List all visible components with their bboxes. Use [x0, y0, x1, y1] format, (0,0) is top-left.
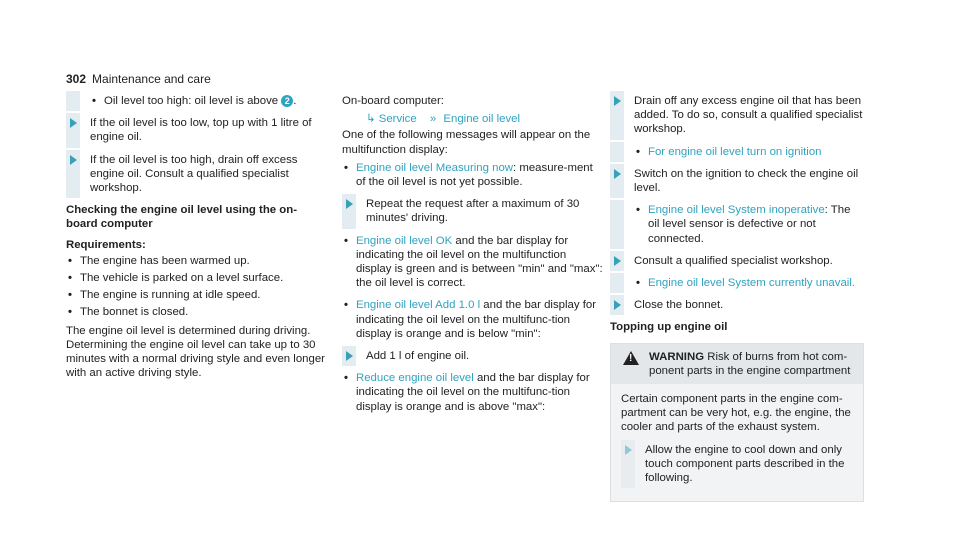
menu-arrow-icon: ↳ — [366, 113, 376, 126]
message-link: For engine oil level turn on ignition — [648, 145, 822, 158]
body-paragraph: One of the following messages will appear on the multifunction display: — [342, 129, 591, 156]
page-section-title: Maintenance and care — [92, 72, 211, 86]
step-consult-workshop: Consult a qualified specialist workshop. — [610, 254, 864, 268]
requirement-item: • The engine has been warmed up. — [68, 254, 250, 267]
double-chevron-icon: » — [429, 113, 437, 126]
warning-triangle-icon: ! — [623, 351, 639, 365]
step-drain-excess: Drain off any excess engine oil that has been added. To do so, consult a qualified specialist workshop. — [610, 94, 864, 137]
bullet-dot: • — [344, 299, 348, 312]
section-heading: Checking the engine oil level using the on-board computer — [66, 204, 298, 231]
column-middle — [342, 94, 604, 422]
bullet-dot: • — [636, 145, 640, 158]
message-link: Reduce engine oil level — [356, 372, 474, 385]
menu-item-service[interactable]: Service — [378, 113, 417, 126]
message-link: Engine oil level System currently unavail. — [648, 277, 856, 290]
bullet-dot: • — [636, 204, 640, 217]
message-link: Engine oil level Measuring now — [356, 161, 514, 174]
bullet-dot: • — [92, 95, 96, 107]
step-switch-on-ignition: Switch on the ignition to check the engine oil level. — [610, 167, 864, 195]
step-arrow-icon — [70, 155, 77, 165]
step-add-oil: Add 1 l of engine oil. — [342, 349, 604, 363]
column-left — [66, 94, 328, 388]
message-add-oil: • Engine oil level Add 1.0 l and the bar display for indicating the oil level on the multifunc-tion display is orange and is below "min": — [344, 299, 597, 340]
requirement-item: • The engine is running at idle speed. — [68, 289, 261, 302]
step-arrow-icon — [625, 445, 632, 455]
bullet-dot: • — [68, 289, 72, 302]
callout-badge: 2 — [281, 95, 293, 107]
body-paragraph: The engine oil level is determined during driving. Determining the engine oil level can take up to 30 minutes with a normal driving style and even longer with an active driving style. — [66, 324, 325, 380]
step-arrow-icon — [614, 256, 621, 266]
message-reduce-oil: • Reduce engine oil level and the bar display for indicating the oil level on the multifunc-tion display is orange and is above "max": — [344, 372, 590, 413]
message-link: Engine oil level Add 1.0 l — [356, 299, 481, 312]
bullet-dot: • — [344, 234, 348, 247]
menu-item-engine-oil-level[interactable]: Engine oil level — [443, 113, 521, 126]
page-number: 302 — [66, 72, 87, 86]
page-header — [66, 72, 211, 86]
bullet-dot: • — [68, 272, 72, 285]
step-repeat-request: Repeat the request after a maximum of 30 minutes' driving. — [342, 197, 604, 225]
oil-too-high-bullet: • Oil level too high: oil level is above 2 . — [90, 94, 328, 108]
section-heading: Topping up engine oil — [610, 321, 728, 334]
message-turn-on-ignition — [634, 145, 864, 159]
menu-path — [342, 112, 604, 126]
warning-box — [610, 343, 864, 503]
step-arrow-icon — [614, 300, 621, 310]
step-arrow-icon — [346, 351, 353, 361]
bullet-dot: • — [68, 306, 72, 319]
message-system-inoperative: • Engine oil level System inoperative: The oil level sensor is defective or not connected. — [634, 203, 864, 246]
step-arrow-icon — [70, 118, 77, 128]
warning-body: Certain component parts in the engine com-partment can be very hot, e.g. the engine, the cooler and parts of the exhaust system. — [621, 393, 851, 434]
bullet-dot: • — [344, 372, 348, 385]
requirements-label: Requirements: — [66, 238, 146, 251]
step-arrow-icon — [614, 96, 621, 106]
message-link: Engine oil level OK — [356, 234, 453, 247]
step-arrow-icon — [346, 199, 353, 209]
step-close-bonnet: Close the bonnet. — [610, 298, 864, 312]
step-drain-off: If the oil level is too high, drain off excess engine oil. Consult a qualified specialist workshop. — [66, 153, 328, 196]
bullet-dot: • — [344, 161, 348, 174]
message-system-unavailable — [634, 276, 864, 290]
bullet-dot: • — [68, 254, 72, 267]
warning-label: WARNING — [649, 350, 705, 363]
step-top-up: If the oil level is too low, top up with 1 litre of engine oil. — [66, 116, 328, 144]
bullet-dot: • — [636, 277, 640, 290]
warning-title: Risk of burns from hot com-ponent parts in the engine compartment — [649, 350, 851, 377]
warning-step: Allow the engine to cool down and only touch component parts described in the following. — [621, 443, 863, 486]
message-oil-ok: • Engine oil level OK and the bar display for indicating the oil level on the multifunction display is green and is between "min" and "max": the oil level is correct. — [344, 234, 603, 290]
requirement-item: • The vehicle is parked on a level surface. — [68, 272, 284, 285]
message-measuring-now: • Engine oil level Measuring now: measure-ment of the oil level is not yet possible. — [344, 161, 593, 189]
step-arrow-icon — [614, 169, 621, 179]
warning-header — [611, 344, 863, 384]
onboard-computer-label: On-board computer: — [342, 95, 444, 107]
requirement-item: • The bonnet is closed. — [68, 306, 189, 319]
message-link: Engine oil level System inoperative — [648, 204, 825, 217]
column-right — [610, 94, 864, 502]
